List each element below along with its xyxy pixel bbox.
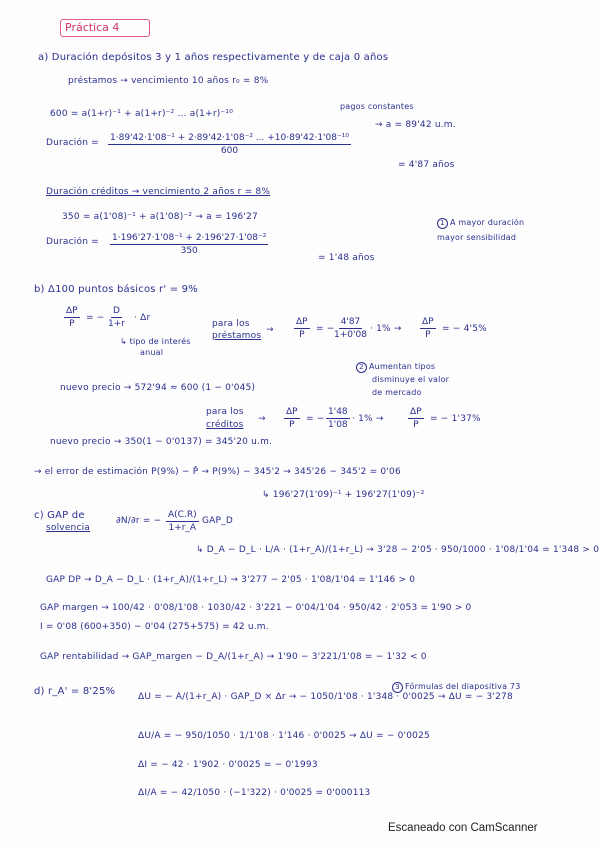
credit-duration-label: Duración = (46, 237, 99, 247)
pagos-constantes-note: pagos constantes (340, 102, 414, 111)
error-estimacion-detail: ↳ 196'27(1'09)⁻¹ + 196'27(1'09)⁻² (262, 490, 425, 500)
credit-duration-fraction (110, 233, 268, 256)
dp-3: ΔP (422, 317, 434, 327)
prestamos-result: = − 4'5% (442, 324, 487, 334)
para-creditos-a: para los (206, 407, 244, 417)
credit-duration-heading: Duración créditos → vencimiento 2 años r = 8% (46, 187, 271, 197)
section-d-heading: d) r_A' = 8'25% (34, 686, 116, 697)
duration-label: Duración = (46, 138, 99, 148)
ingresos-line: I = 0'08 (600+350) − 0'04 (275+575) = 42 u.m. (40, 622, 269, 632)
one-plus-r: 1+r (108, 319, 125, 329)
note-line-1: A mayor duración (450, 218, 525, 227)
arrow-1: → (266, 325, 274, 335)
gap-dp-line: GAP DP → D_A − D_L · (1+r_A)/(1+r_L) → 3'277 − 2'05 · 1'08/1'04 = 1'146 > 0 (46, 575, 416, 585)
credit-duration-result: = 1'48 años (318, 253, 375, 263)
dp: ΔP (66, 306, 78, 316)
section-c-heading-2: solvencia (46, 523, 91, 533)
c-frac (166, 510, 199, 533)
section-c-heading: c) GAP de (34, 510, 85, 521)
para-prestamos-a: para los (212, 319, 250, 329)
p-4: P (289, 420, 295, 430)
delta-i-line: ΔI = − 42 · 1'902 · 0'0025 = − 0'1993 (138, 760, 318, 770)
formula-dp-over-p (64, 306, 80, 329)
c-frac-num: A(C.R) (168, 510, 197, 520)
section-a-result: → a = 89'42 u.m. (375, 120, 456, 130)
formula-d-over-1r (108, 306, 125, 329)
page-title: Práctica 4 (60, 19, 150, 37)
formula-dr: · Δr (134, 313, 151, 323)
error-estimacion: → el error de estimación P(9%) − P̂ → P(9%) − 345'2 → 345'26 − 345'2 = 0'06 (34, 467, 401, 477)
note-mayor-duracion (437, 218, 524, 229)
creditos-tail: · 1% → (352, 414, 384, 424)
arrow-2: → (258, 414, 266, 424)
tipo-interes-anual: anual (140, 348, 164, 357)
p-2: P (299, 330, 305, 340)
p-5: P (413, 420, 419, 430)
creditos-dp-over-p (284, 407, 300, 430)
p-3: P (425, 330, 431, 340)
note2-line-1: Aumentan tipos (369, 362, 436, 371)
c-frac-den: 1+r_A (168, 523, 197, 533)
prestamos-num: 4'87 (340, 317, 361, 327)
section-a-prestamos: préstamos → vencimiento 10 años r₀ = 8% (68, 76, 269, 86)
gap-margen-line: GAP margen → 100/42 · 0'08/1'08 · 1030/42 · 3'221 − 0'04/1'04 · 950/42 · 2'053 = 1'90 > 0 (40, 603, 472, 613)
formula-eq: = − (86, 313, 105, 323)
creditos-dp-over-p-2 (408, 407, 424, 430)
duration-denominator: 600 (220, 146, 239, 156)
circled-one-icon: 1 (437, 218, 448, 229)
section-a-heading: a) Duración depósitos 3 y 1 años respectivamente y de caja 0 años (38, 52, 389, 63)
credit-duration-denominator: 350 (180, 246, 198, 256)
formulas-diapositiva-note (392, 682, 521, 693)
creditos-result: = − 1'37% (430, 414, 481, 424)
duration-result: = 4'87 años (398, 160, 455, 170)
note-aumentan-tipos (356, 362, 435, 373)
circled-three-icon: 3 (392, 682, 403, 693)
prestamos-dp-over-p (294, 317, 310, 340)
prestamos-dp-over-p-2 (420, 317, 436, 340)
eq-2: = − (316, 324, 335, 334)
prestamos-tail: · 1% → (370, 324, 402, 334)
duration-numerator: 1·89'42·1'08⁻¹ + 2·89'42·1'08⁻² ... +10·89'42·1'08⁻¹⁰ (110, 133, 349, 143)
creditos-fraction (326, 407, 350, 430)
tipo-interes-note: ↳ tipo de interés (120, 337, 191, 346)
scanner-watermark: Escaneado con CamScanner (388, 822, 538, 834)
gap-rentabilidad-line: GAP rentabilidad → GAP_margen − D_A/(1+r_A) → 1'90 − 3'221/1'08 = − 1'32 < 0 (40, 652, 427, 662)
para-creditos-b: créditos (206, 420, 244, 430)
dp-5: ΔP (410, 407, 422, 417)
eq-3: = − (306, 414, 325, 424)
dp-2: ΔP (296, 317, 308, 327)
nuevo-precio-1: nuevo precio → 572'94 ≈ 600 (1 − 0'045) (60, 383, 256, 393)
credit-duration-numerator: 1·196'27·1'08⁻¹ + 2·196'27·1'08⁻² (112, 233, 267, 243)
delta-u-over-a-line: ΔU/A = − 950/1050 · 1/1'08 · 1'146 · 0'0025 → ΔU = − 0'0025 (138, 731, 430, 741)
creditos-den: 1'08 (328, 420, 348, 430)
dp-4: ΔP (286, 407, 298, 417)
section-b-heading: b) Δ100 puntos básicos r' = 9% (34, 284, 198, 295)
delta-u-line: ΔU = − A/(1+r_A) · GAP_D × Δr → − 1050/1'08 · 1'348 · 0'0025 → ΔU = − 3'278 (138, 692, 513, 702)
note-disminuye: disminuye el valor (372, 375, 450, 384)
circled-two-icon: 2 (356, 362, 367, 373)
note-mayor-sensibilidad: mayor sensibilidad (437, 233, 517, 242)
p: P (69, 319, 75, 329)
delta-i-over-a-line: ΔI/A = − 42/1050 · (−1'322) · 0'0025 = 0'000113 (138, 788, 371, 798)
gap-d-expansion: ↳ D_A − D_L · L/A · (1+r_A)/(1+r_L) → 3'28 − 2'05 · 950/1000 · 1'08/1'04 = 1'348 > 0 (196, 545, 599, 555)
prestamos-fraction (334, 317, 367, 340)
dn-dr-equation: ∂N/∂r = − (116, 516, 162, 526)
note-mercado: de mercado (372, 388, 422, 397)
creditos-num: 1'48 (328, 407, 348, 417)
para-prestamos-b: préstamos (212, 331, 262, 341)
gap-d: GAP_D (202, 516, 233, 526)
credit-equation: 350 = a(1'08)⁻¹ + a(1'08)⁻² → a = 196'27 (62, 212, 258, 222)
d: D (113, 306, 120, 316)
nuevo-precio-2: nuevo precio → 350(1 − 0'0137) = 345'20 u.m. (50, 437, 273, 447)
formulas-text: Fórmulas del diapositiva 73 (405, 682, 521, 691)
section-a-equation: 600 = a(1+r)⁻¹ + a(1+r)⁻² ... a(1+r)⁻¹⁰ (50, 109, 234, 119)
duration-fraction (108, 133, 351, 156)
prestamos-den: 1+0'08 (334, 330, 367, 340)
